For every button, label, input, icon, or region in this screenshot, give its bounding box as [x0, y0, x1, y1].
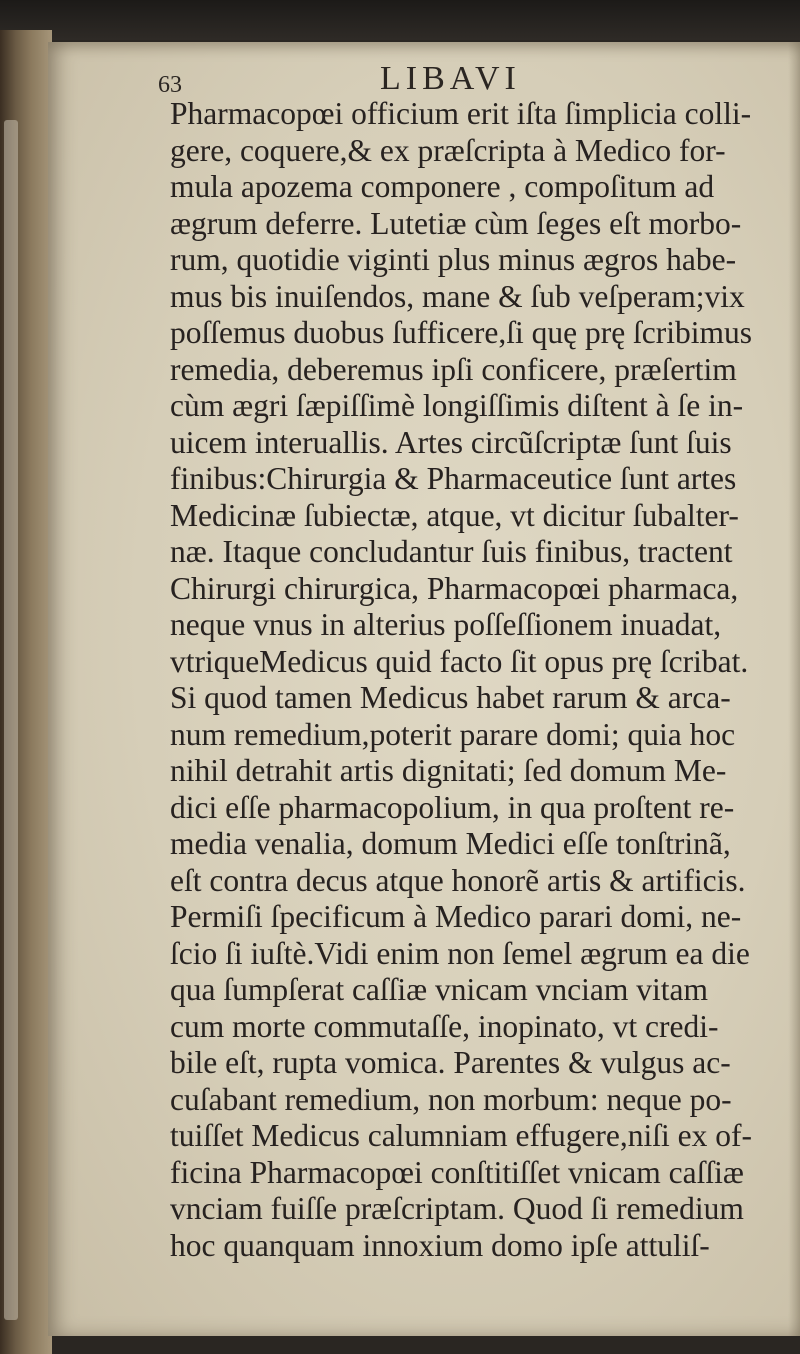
- text-line: Medicinæ ſubiectæ, atque, vt dicitur ſubalter-: [170, 497, 739, 533]
- text-line: vtriqueMedicus quid facto ſit opus prę ſcribat.: [170, 643, 749, 679]
- text-line: poſſemus duobus ſufficere,ſi quę prę ſcribimus: [170, 315, 753, 350]
- scan-background: [0, 0, 800, 40]
- spine-paper-strip: [4, 120, 18, 1320]
- text-line: cum morte commutaſſe, inopinato, vt credi-: [170, 1008, 719, 1044]
- text-line: cùm ægri ſæpiſſimè longiſſimis diſtent à ſe in-: [170, 388, 744, 423]
- text-line: Pharmacopœi officium erit iſta ſimplicia colli-: [170, 96, 752, 131]
- text-line: uicem interuallis. Artes circũſcriptæ ſunt ſuis: [170, 424, 732, 460]
- text-line: næ. Itaque concludantur ſuis finibus, tractent: [170, 534, 733, 569]
- text-line: Chirurgi chirurgica, Pharmacopœi pharmaca,: [170, 570, 739, 606]
- text-line: dici eſſe pharmacopolium, in qua proſtent re-: [170, 789, 735, 825]
- text-line: vnciam fuiſſe præſcriptam. Quod ſi remedium: [170, 1191, 744, 1226]
- text-line: nihil detrahit artis dignitati; ſed domum Me-: [170, 753, 727, 788]
- text-line: num remedium,poterit parare domi; quia hoc: [170, 716, 736, 752]
- text-line: mula apozema componere , compoſitum ad: [170, 169, 715, 204]
- page-header: [158, 60, 718, 100]
- text-line: neque vnus in alterius poſſeſſionem inuadat,: [170, 607, 722, 642]
- page-number: 63: [158, 72, 182, 98]
- text-line: rum, quotidie viginti plus minus ægros habe-: [170, 242, 737, 277]
- book-spine: [0, 30, 52, 1354]
- text-line: qua ſumpſerat caſſiæ vnicam vnciam vitam: [170, 972, 708, 1007]
- text-line: Si quod tamen Medicus habet rarum & arca-: [170, 680, 731, 715]
- text-line: Permiſi ſpecificum à Medico parari domi, ne-: [170, 899, 742, 934]
- running-title: LIBAVI: [380, 60, 521, 97]
- page-edge-shadow: [788, 42, 800, 1336]
- text-line: ægrum deferre. Lutetiæ cùm ſeges eſt morbo-: [170, 205, 742, 241]
- text-line: ficina Pharmacopœi conſtitiſſet vnicam caſſiæ: [170, 1154, 744, 1190]
- text-line: mus bis inuiſendos, mane & ſub veſperam;vix: [170, 278, 745, 314]
- text-line: cuſabant remedium, non morbum: neque po-: [170, 1081, 732, 1117]
- text-line: finibus:Chirurgia & Pharmaceutice ſunt artes: [170, 461, 737, 496]
- text-line: tuiſſet Medicus calumniam effugere,niſi ex of-: [170, 1118, 752, 1153]
- text-line: eſt contra decus atque honorẽ artis & artificis.: [170, 862, 746, 898]
- text-line: ſcio ſi iuſtè.Vidi enim non ſemel ægrum ea die: [170, 935, 750, 971]
- text-line: bile eſt, rupta vomica. Parentes & vulgus ac-: [170, 1045, 731, 1080]
- text-line: remedia, deberemus ipſi conficere, præſertim: [170, 351, 737, 387]
- body-text: [170, 96, 770, 1264]
- text-line: gere, coquere,& ex præſcripta à Medico for-: [170, 132, 726, 168]
- text-line: media venalia, domum Medici eſſe tonſtrinã,: [170, 826, 731, 861]
- text-line: hoc quanquam innoxium domo ipſe attuliſ-: [170, 1227, 710, 1263]
